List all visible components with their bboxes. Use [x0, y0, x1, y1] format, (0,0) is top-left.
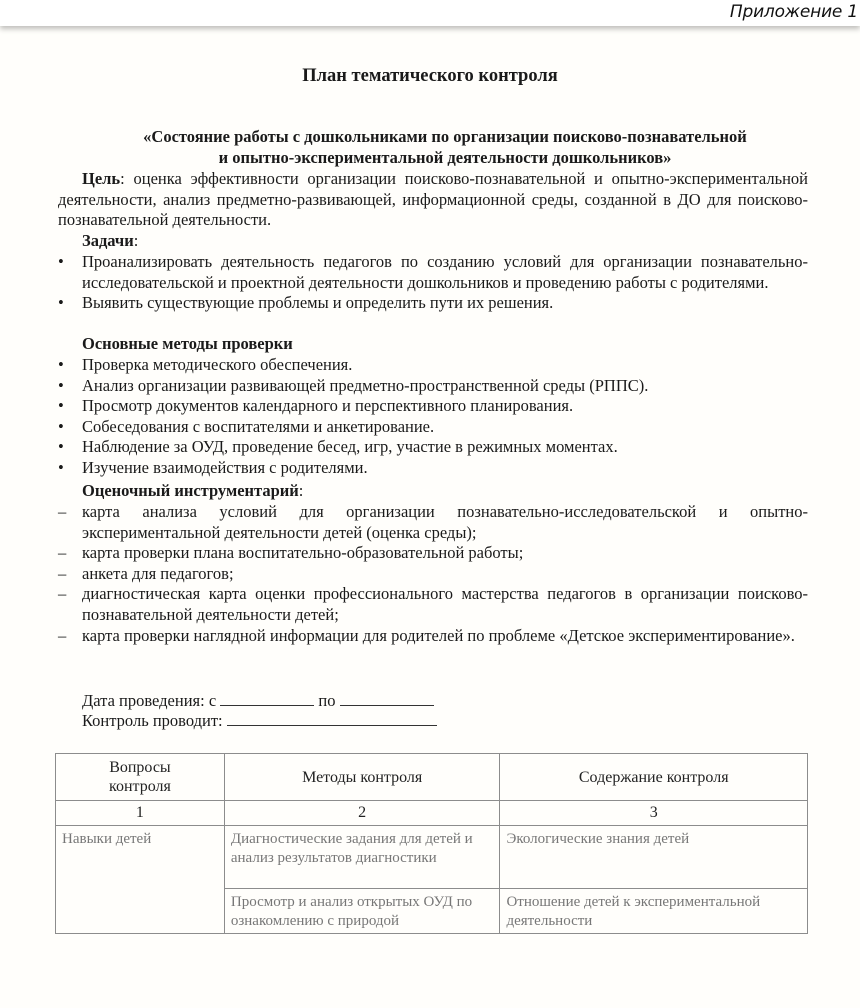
list-item: – карта проверки наглядной информации для родителей по проблеме «Детское экспериментирование». — [58, 625, 795, 645]
header-questions: Вопросы контроля — [56, 754, 225, 801]
background-tile — [25, 982, 101, 1008]
question-cell: Навыки детей — [56, 826, 225, 934]
list-item: • Выявить существующие проблемы и определить пути их решения. — [58, 293, 554, 313]
inspector-field-row — [82, 711, 437, 731]
table-header-row — [56, 754, 808, 801]
column-number: 3 — [500, 801, 808, 826]
date-to-label: по — [318, 691, 336, 710]
inspector-label: Контроль проводит: — [82, 711, 223, 730]
list-item: • Наблюдение за ОУД, проведение бесед, игр, участие в режимных моментах. — [58, 437, 618, 457]
tasks-list — [58, 252, 808, 314]
bullet-icon: • — [58, 293, 64, 313]
tasks-label: Задачи — [82, 231, 134, 250]
date-to-field[interactable] — [340, 691, 434, 706]
dash-icon: – — [58, 625, 67, 645]
background-tile — [661, 982, 737, 1008]
methods-heading: Основные методы проверки — [82, 334, 293, 353]
content-cell: Экологические знания детей — [500, 826, 808, 889]
tasks-heading — [82, 231, 138, 252]
bullet-icon: • — [58, 396, 64, 416]
bullet-icon: • — [58, 457, 64, 477]
background-tile — [449, 664, 525, 726]
column-number: 1 — [56, 801, 225, 826]
date-field-row — [82, 691, 434, 711]
subtitle-line-2: и опытно-экспериментальной деятельности дошкольников» — [218, 148, 672, 167]
content-cell: Отношение детей к экспериментальной деятельности — [500, 889, 808, 934]
background-tile — [555, 664, 631, 726]
tools-suffix: : — [298, 481, 304, 500]
document-title: План тематического контроля — [302, 66, 558, 86]
list-item: – карта проверки плана воспитательно-образовательной работы; — [58, 543, 524, 563]
dash-icon: – — [58, 502, 67, 521]
background-tile — [767, 664, 843, 726]
table-row — [56, 826, 808, 889]
dash-icon: – — [58, 563, 67, 583]
tools-list — [58, 502, 808, 646]
tasks-suffix: : — [133, 231, 139, 250]
bullet-icon: • — [58, 355, 64, 374]
document-subtitle — [60, 126, 830, 168]
list-item: • Проанализировать деятельность педагогов по созданию условий для организации познавательно-исследовательской и проектной деятельности дошкольников и проведению работы с родителями. — [58, 252, 808, 292]
dash-icon: – — [58, 543, 67, 563]
list-item: – диагностическая карта оценки профессионального мастерства педагогов в организации поисково-познавательной деятельности детей; — [58, 584, 808, 624]
subtitle-line-1: «Состояние работы с дошкольниками по организации поисково-познавательной — [143, 127, 747, 146]
list-item: • Проверка методического обеспечения. — [58, 355, 353, 374]
list-item: • Изучение взаимодействия с родителями. — [58, 457, 368, 477]
methods-list — [58, 355, 808, 479]
list-item: • Просмотр документов календарного и перспективного планирования. — [58, 396, 574, 416]
date-label: Дата проведения: с — [82, 691, 217, 710]
list-item: – карта анализа условий для организации познавательно-исследовательской и опытно-экспериментальной деятельности детей (оценка среды); — [58, 502, 808, 542]
date-from-field[interactable] — [220, 691, 314, 706]
bullet-icon: • — [58, 437, 64, 457]
control-table — [55, 753, 808, 934]
column-number-row — [56, 801, 808, 826]
list-item: • Собеседования с воспитателями и анкетирование. — [58, 416, 435, 436]
goal-text: : оценка эффективности организации поисково-познавательной и опытно-экспериментальной деятельности, анализ предметно-развивающей, информационной среды, созданной в ДО для поисково-познавательной деятельности. — [58, 169, 808, 230]
bullet-icon: • — [58, 375, 64, 395]
background-tile — [343, 982, 419, 1008]
appendix-label: Приложение 1 — [729, 2, 858, 22]
column-number: 2 — [224, 801, 500, 826]
background-tile — [661, 664, 737, 726]
bullet-icon: • — [58, 416, 64, 436]
header-content: Содержание контроля — [500, 754, 808, 801]
bullet-icon: • — [58, 252, 64, 271]
top-bar — [0, 0, 860, 26]
background-tile — [449, 982, 525, 1008]
inspector-field[interactable] — [227, 711, 437, 726]
list-item: – анкета для педагогов; — [58, 563, 234, 583]
list-item: • Анализ организации развивающей предметно-пространственной среды (РППС). — [58, 375, 649, 395]
background-tile — [767, 982, 843, 1008]
header-methods: Методы контроля — [224, 754, 500, 801]
goal-paragraph — [58, 169, 808, 231]
tools-label: Оценочный инструментарий — [82, 481, 299, 500]
background-tile — [131, 982, 207, 1008]
dash-icon: – — [58, 584, 67, 604]
background-tile — [237, 982, 313, 1008]
goal-label: Цель — [82, 169, 121, 188]
method-cell: Просмотр и анализ открытых ОУД по ознакомлению с природой — [224, 889, 500, 934]
tools-heading — [82, 481, 303, 502]
method-cell: Диагностические задания для детей и анализ результатов диагностики — [224, 826, 500, 889]
background-tile — [555, 982, 631, 1008]
